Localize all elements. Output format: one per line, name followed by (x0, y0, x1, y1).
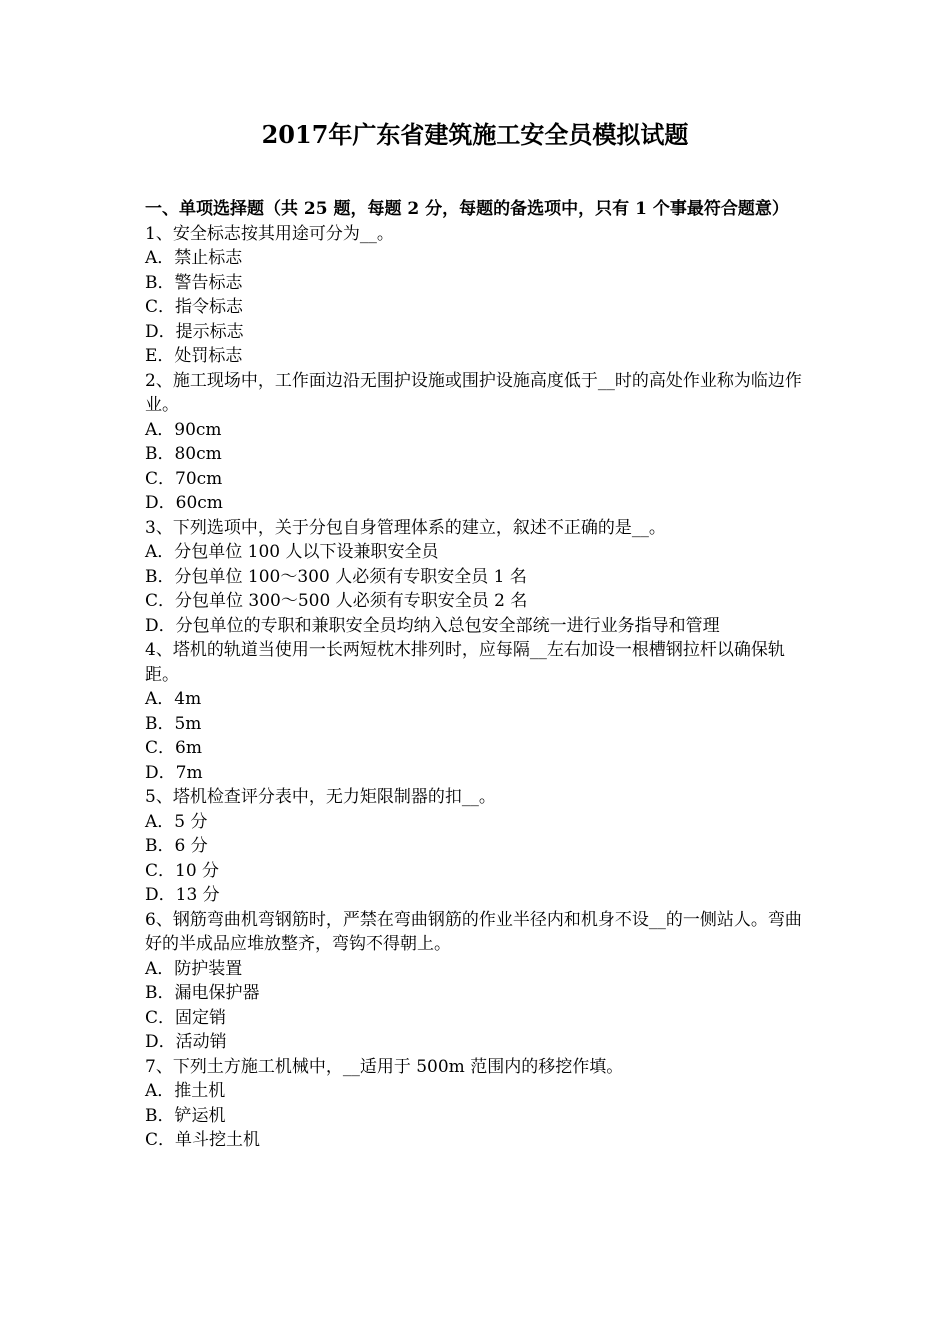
document-title: 2017年广东省建筑施工安全员模拟试题 (261, 120, 689, 149)
option-e: E．处罚标志 (145, 346, 243, 366)
option-c: C．单斗挖土机 (145, 1130, 261, 1150)
question-2 (145, 369, 810, 516)
option-c: C．分包单位 300～500 人必须有专职安全员 2 名 (145, 591, 528, 611)
option-b: B．漏电保护器 (145, 983, 260, 1003)
option-a: A．90cm (145, 419, 222, 440)
question-text: 5、塔机检查评分表中，无力矩限制器的扣__。 (145, 787, 496, 807)
option-b: B．警告标志 (145, 272, 243, 293)
option-c: C．10 分 (145, 860, 220, 881)
option-c: C．70cm (145, 468, 223, 489)
question-7 (145, 1055, 810, 1153)
option-b: B．80cm (145, 444, 222, 464)
option-d: D．活动销 (145, 1032, 227, 1052)
option-d: D．提示标志 (145, 321, 244, 342)
option-b: B．6 分 (145, 836, 208, 856)
option-a: A．4m (145, 689, 202, 709)
question-text: 4、塔机的轨道当使用一长两短枕木排列时，应每隔__左右加设一根槽钢拉杆以确保轨距。 (145, 640, 785, 685)
option-c: C．固定销 (145, 1007, 227, 1028)
question-text: 3、下列选项中，关于分包自身管理体系的建立，叙述不正确的是__。 (145, 517, 666, 538)
option-a: A．推土机 (145, 1081, 226, 1101)
question-text: 7、下列土方施工机械中，__适用于 500m 范围内的移挖作填。 (145, 1056, 624, 1077)
option-b: B．5m (145, 713, 202, 734)
question-text: 1、安全标志按其用途可分为__。 (145, 223, 394, 244)
option-d: D．13 分 (145, 885, 220, 905)
document-body (145, 197, 810, 1153)
question-text: 2、施工现场中，工作面边沿无围护设施或围护设施高度低于__时的高处作业称为临边作业。 (145, 370, 802, 415)
question-1 (145, 222, 810, 369)
option-b: B．铲运机 (145, 1105, 226, 1126)
option-b: B．分包单位 100～300 人必须有专职安全员 1 名 (145, 566, 527, 587)
question-text: 6、钢筋弯曲机弯钢筋时，严禁在弯曲钢筋的作业半径内和机身不设__的一侧站人。弯曲好的半成品应堆放整齐，弯钩不得朝上。 (145, 909, 802, 954)
option-a: A．分包单位 100 人以下设兼职安全员 (145, 542, 439, 562)
question-5 (145, 785, 810, 908)
question-3 (145, 516, 810, 639)
option-c: C．指令标志 (145, 297, 244, 317)
option-d: D．分包单位的专职和兼职安全员均纳入总包安全部统一进行业务指导和管理 (145, 615, 720, 636)
section-heading: 一、单项选择题（共 25 题，每题 2 分，每题的备选项中，只有 1 个事最符合题意） (145, 199, 789, 219)
option-d: D．7m (145, 762, 203, 783)
option-c: C．6m (145, 738, 202, 758)
question-6 (145, 908, 810, 1055)
option-d: D．60cm (145, 493, 223, 513)
question-4 (145, 638, 810, 785)
option-a: A．5 分 (145, 811, 208, 832)
option-a: A．防护装置 (145, 958, 243, 979)
option-a: A．禁止标志 (145, 248, 243, 268)
